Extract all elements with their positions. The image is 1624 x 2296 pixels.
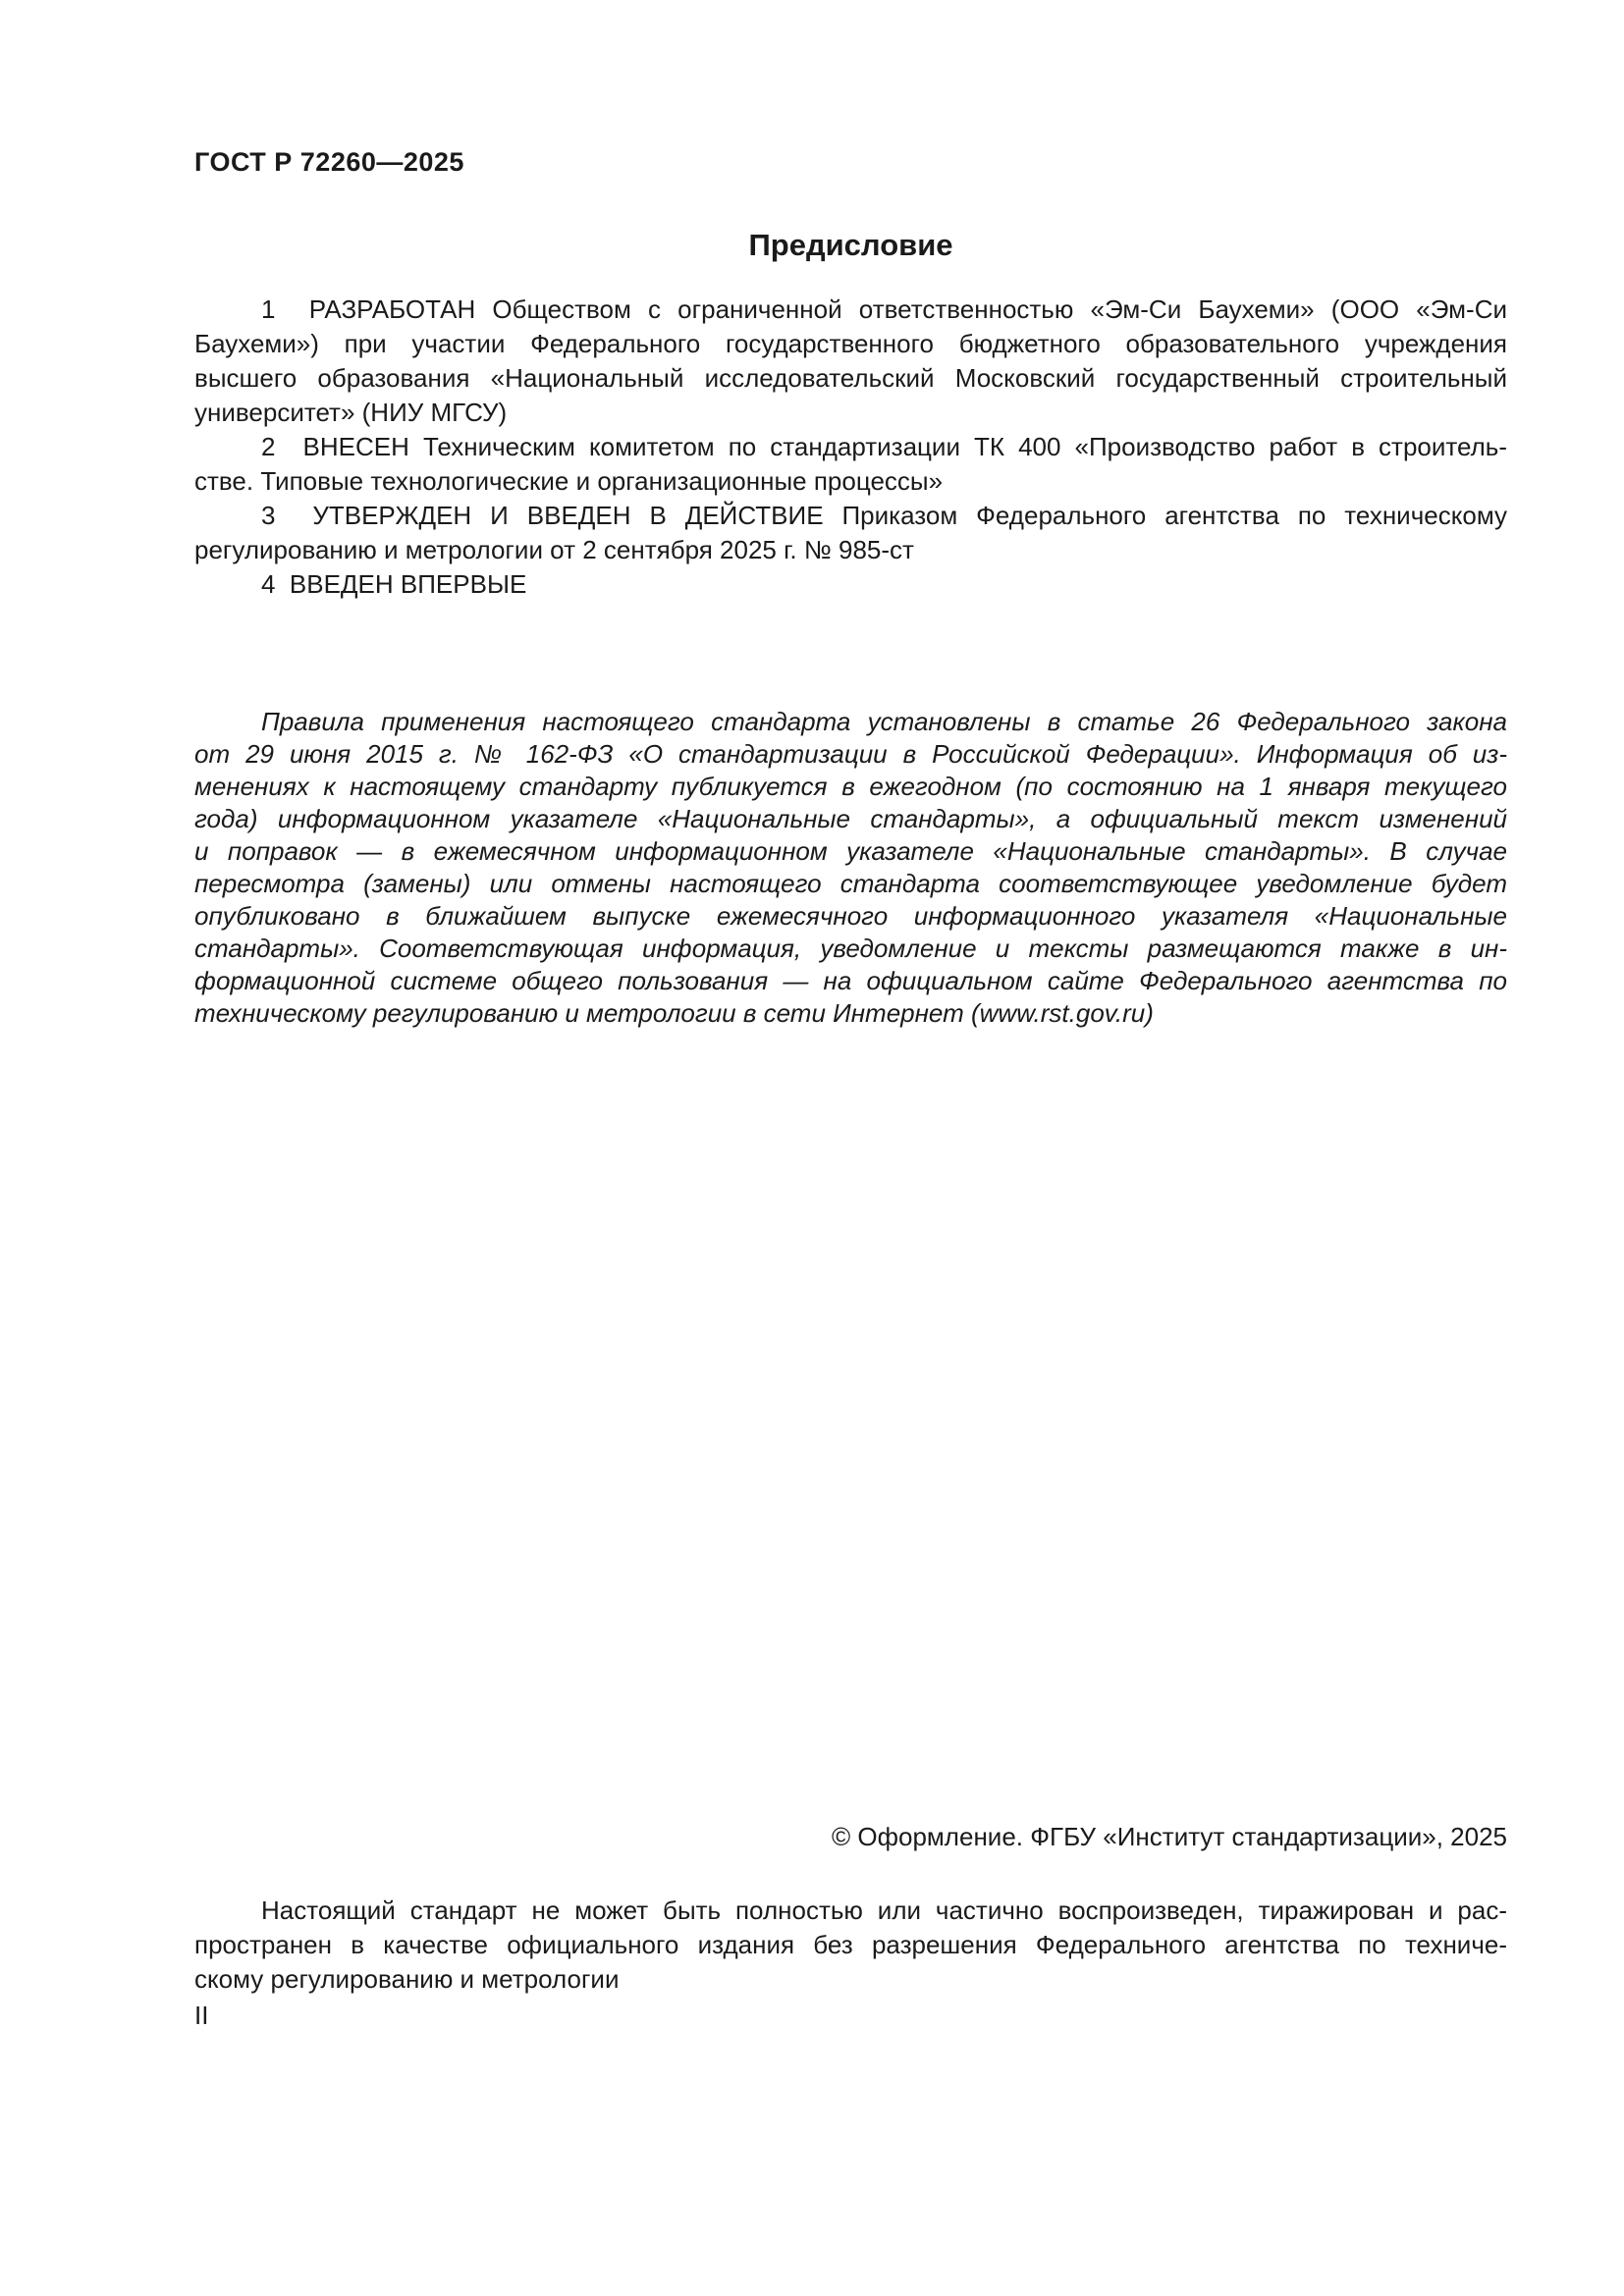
text-line: и поправок — в ежемесячном информационном указателе «Национальные стандарты». В случае: [194, 836, 1507, 866]
text-line: техническому регулированию и метрологии в сети Интернет (www.rst.gov.ru): [194, 998, 1154, 1028]
text-line: стве. Типовые технологические и организационные процессы»: [194, 466, 944, 496]
text-line: университет» (НИУ МГСУ): [194, 398, 508, 427]
text-line: 3 УТВЕРЖДЕН И ВВЕДЕН В ДЕЙСТВИЕ Приказом Федерального агентства по техническому: [261, 501, 1507, 530]
foreword-item-first-introduced: [194, 567, 1507, 602]
text-line: опубликовано в ближайшем выпуске ежемесячного информационного указателя «Национальные: [194, 901, 1507, 931]
text-line: формационной системе общего пользования — на официальном сайте Федерального агентства по: [194, 966, 1507, 995]
text-line: 2 ВНЕСЕН Техническим комитетом по стандартизации ТК 400 «Производство работ в строитель-: [261, 432, 1507, 461]
text-line: Правила применения настоящего стандарта установлены в статье 26 Федерального закона: [261, 707, 1507, 736]
copyright-line: © Оформление. ФГБУ «Институт стандартизации», 2025: [832, 1822, 1507, 1851]
foreword-item-developed: [194, 293, 1507, 430]
text-line: скому регулированию и метрологии: [194, 1964, 620, 1994]
text-line: 1 РАЗРАБОТАН Обществом с ограниченной ответственностью «Эм-Си Баухеми» (ООО «Эм-Си: [261, 294, 1507, 324]
text-line: Настоящий стандарт не может быть полностью или частично воспроизведен, тиражирован и рас-: [261, 1896, 1507, 1925]
page-title: Предисловие: [748, 228, 953, 262]
text-line: Баухеми») при участии Федерального государственного бюджетного образовательного учреждения: [194, 329, 1507, 358]
text-line: регулированию и метрологии от 2 сентября 2025 г. № 985-ст: [194, 535, 914, 564]
text-line: стандарты». Соответствующая информация, уведомление и тексты размещаются также в ин-: [194, 934, 1507, 963]
standard-designation: ГОСТ Р 72260—2025: [194, 147, 464, 177]
foreword-item-submitted: [194, 430, 1507, 499]
text-line: пространен в качестве официального издания без разрешения Федерального агентства по техниче-: [194, 1930, 1507, 1959]
text-line: высшего образования «Национальный исследовательский Московский государственный строительный: [194, 363, 1507, 393]
text-line: от 29 июня 2015 г. № 162-ФЗ «О стандартизации в Российской Федерации». Информация об из-: [194, 739, 1507, 769]
text-line: менениях к настоящему стандарту публикуется в ежегодном (по состоянию на 1 января текущего: [194, 772, 1507, 801]
text-line: года) информационном указателе «Национальные стандарты», а официальный текст изменений: [194, 804, 1507, 833]
page-number: II: [194, 2001, 209, 2030]
application-rules-note: [194, 706, 1507, 1030]
reproduction-notice: [194, 1894, 1507, 1997]
text-line: 4 ВВЕДЕН ВПЕРВЫЕ: [261, 569, 527, 599]
foreword-item-approved: [194, 499, 1507, 567]
text-line: пересмотра (замены) или отмены настоящего стандарта соответствующее уведомление будет: [194, 869, 1507, 898]
